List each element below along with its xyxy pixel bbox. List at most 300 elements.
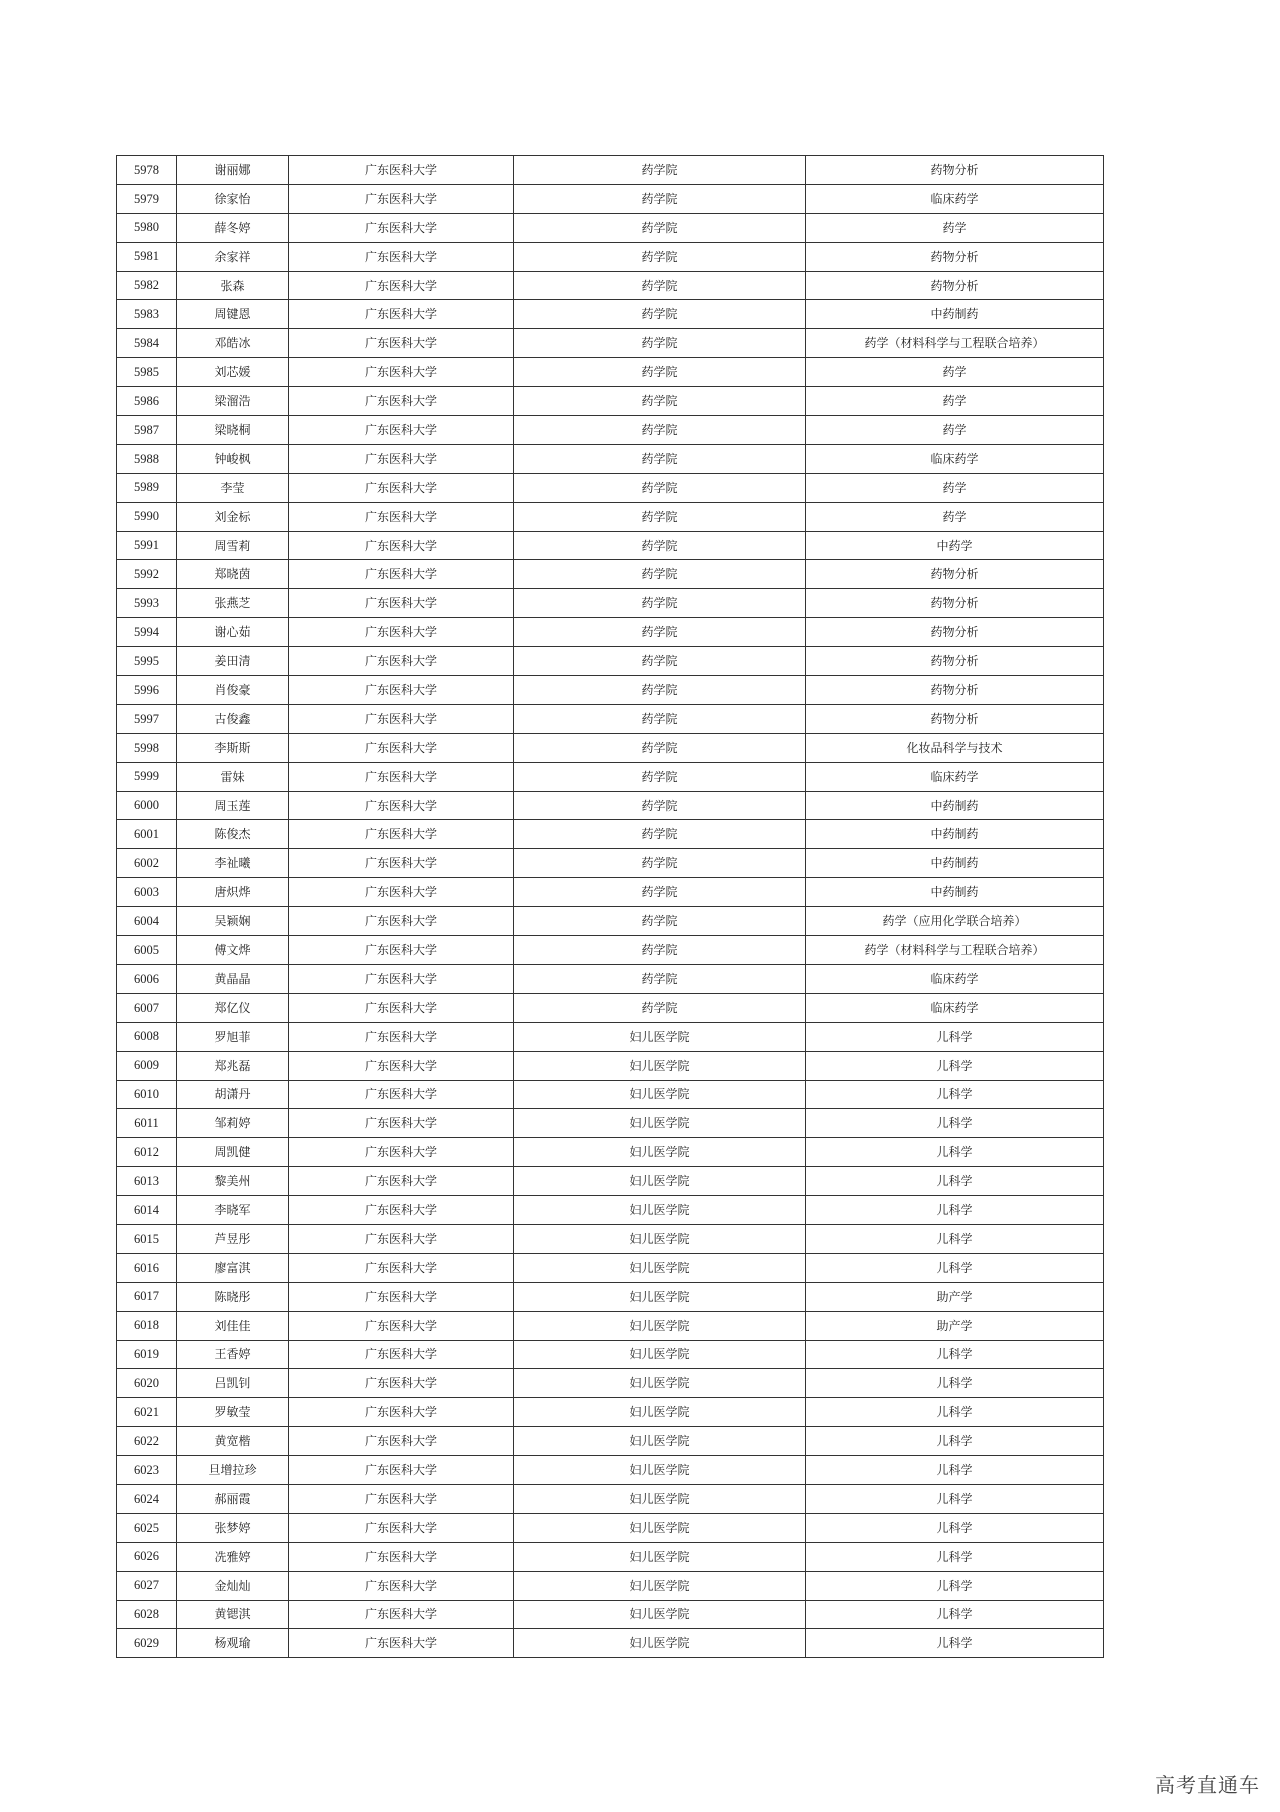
student-name-cell: 雷妹 xyxy=(177,762,289,791)
row-number-cell: 6008 xyxy=(117,1022,177,1051)
table-row xyxy=(117,878,1104,907)
row-number-cell: 6000 xyxy=(117,791,177,820)
school-cell: 药学院 xyxy=(514,820,806,849)
table-row xyxy=(117,936,1104,965)
university-cell: 广东医科大学 xyxy=(289,1080,514,1109)
university-cell: 广东医科大学 xyxy=(289,676,514,705)
row-number-cell: 5980 xyxy=(117,213,177,242)
university-cell: 广东医科大学 xyxy=(289,589,514,618)
school-cell: 妇儿医学院 xyxy=(514,1282,806,1311)
table-row xyxy=(117,156,1104,185)
major-cell: 中药学 xyxy=(806,531,1104,560)
row-number-cell: 6011 xyxy=(117,1109,177,1138)
row-number-cell: 6012 xyxy=(117,1138,177,1167)
university-cell: 广东医科大学 xyxy=(289,1369,514,1398)
student-name-cell: 周雪莉 xyxy=(177,531,289,560)
table-row xyxy=(117,502,1104,531)
major-cell: 药学 xyxy=(806,358,1104,387)
school-cell: 妇儿医学院 xyxy=(514,1051,806,1080)
major-cell: 药物分析 xyxy=(806,704,1104,733)
university-cell: 广东医科大学 xyxy=(289,444,514,473)
university-cell: 广东医科大学 xyxy=(289,329,514,358)
major-cell: 儿科学 xyxy=(806,1167,1104,1196)
table-row xyxy=(117,1456,1104,1485)
row-number-cell: 5981 xyxy=(117,242,177,271)
major-cell: 药学 xyxy=(806,502,1104,531)
school-cell: 妇儿医学院 xyxy=(514,1513,806,1542)
school-cell: 药学院 xyxy=(514,213,806,242)
university-cell: 广东医科大学 xyxy=(289,849,514,878)
student-name-cell: 梁晓桐 xyxy=(177,416,289,445)
school-cell: 妇儿医学院 xyxy=(514,1224,806,1253)
row-number-cell: 5997 xyxy=(117,704,177,733)
student-name-cell: 刘金标 xyxy=(177,502,289,531)
student-name-cell: 邓皓冰 xyxy=(177,329,289,358)
student-name-cell: 古俊鑫 xyxy=(177,704,289,733)
school-cell: 药学院 xyxy=(514,993,806,1022)
table-row xyxy=(117,1398,1104,1427)
table-row xyxy=(117,1369,1104,1398)
university-cell: 广东医科大学 xyxy=(289,1456,514,1485)
table-row xyxy=(117,444,1104,473)
student-name-cell: 黄锶淇 xyxy=(177,1600,289,1629)
university-cell: 广东医科大学 xyxy=(289,762,514,791)
major-cell: 儿科学 xyxy=(806,1369,1104,1398)
row-number-cell: 6009 xyxy=(117,1051,177,1080)
major-cell: 助产学 xyxy=(806,1282,1104,1311)
table-row xyxy=(117,1196,1104,1225)
school-cell: 药学院 xyxy=(514,647,806,676)
school-cell: 妇儿医学院 xyxy=(514,1138,806,1167)
school-cell: 药学院 xyxy=(514,964,806,993)
row-number-cell: 5986 xyxy=(117,387,177,416)
school-cell: 妇儿医学院 xyxy=(514,1484,806,1513)
row-number-cell: 6022 xyxy=(117,1427,177,1456)
student-name-cell: 刘芯媛 xyxy=(177,358,289,387)
row-number-cell: 5987 xyxy=(117,416,177,445)
table-row xyxy=(117,1340,1104,1369)
school-cell: 药学院 xyxy=(514,184,806,213)
row-number-cell: 6026 xyxy=(117,1542,177,1571)
major-cell: 儿科学 xyxy=(806,1456,1104,1485)
school-cell: 药学院 xyxy=(514,502,806,531)
student-name-cell: 刘佳佳 xyxy=(177,1311,289,1340)
school-cell: 药学院 xyxy=(514,676,806,705)
row-number-cell: 6023 xyxy=(117,1456,177,1485)
row-number-cell: 5996 xyxy=(117,676,177,705)
major-cell: 临床药学 xyxy=(806,964,1104,993)
student-name-cell: 黎美州 xyxy=(177,1167,289,1196)
major-cell: 儿科学 xyxy=(806,1224,1104,1253)
table-row xyxy=(117,531,1104,560)
university-cell: 广东医科大学 xyxy=(289,300,514,329)
major-cell: 儿科学 xyxy=(806,1340,1104,1369)
student-name-cell: 郑亿仪 xyxy=(177,993,289,1022)
student-name-cell: 吴颖娴 xyxy=(177,907,289,936)
school-cell: 药学院 xyxy=(514,473,806,502)
row-number-cell: 6020 xyxy=(117,1369,177,1398)
school-cell: 药学院 xyxy=(514,589,806,618)
row-number-cell: 5985 xyxy=(117,358,177,387)
major-cell: 药物分析 xyxy=(806,618,1104,647)
major-cell: 临床药学 xyxy=(806,444,1104,473)
table-row xyxy=(117,1427,1104,1456)
university-cell: 广东医科大学 xyxy=(289,184,514,213)
row-number-cell: 5991 xyxy=(117,531,177,560)
major-cell: 儿科学 xyxy=(806,1571,1104,1600)
table-row xyxy=(117,1484,1104,1513)
row-number-cell: 6010 xyxy=(117,1080,177,1109)
major-cell: 儿科学 xyxy=(806,1138,1104,1167)
row-number-cell: 5992 xyxy=(117,560,177,589)
major-cell: 药物分析 xyxy=(806,589,1104,618)
table-row xyxy=(117,1022,1104,1051)
student-name-cell: 张燕芝 xyxy=(177,589,289,618)
row-number-cell: 6001 xyxy=(117,820,177,849)
student-name-cell: 郑晓茵 xyxy=(177,560,289,589)
school-cell: 妇儿医学院 xyxy=(514,1311,806,1340)
major-cell: 儿科学 xyxy=(806,1427,1104,1456)
row-number-cell: 6006 xyxy=(117,964,177,993)
table-row xyxy=(117,358,1104,387)
student-name-cell: 王香婷 xyxy=(177,1340,289,1369)
table-row xyxy=(117,589,1104,618)
university-cell: 广东医科大学 xyxy=(289,242,514,271)
student-name-cell: 冼雅婷 xyxy=(177,1542,289,1571)
university-cell: 广东医科大学 xyxy=(289,993,514,1022)
university-cell: 广东医科大学 xyxy=(289,416,514,445)
table-row xyxy=(117,704,1104,733)
row-number-cell: 5998 xyxy=(117,733,177,762)
row-number-cell: 5983 xyxy=(117,300,177,329)
table-row xyxy=(117,964,1104,993)
university-cell: 广东医科大学 xyxy=(289,1340,514,1369)
university-cell: 广东医科大学 xyxy=(289,271,514,300)
row-number-cell: 6019 xyxy=(117,1340,177,1369)
row-number-cell: 6027 xyxy=(117,1571,177,1600)
student-name-cell: 杨观瑜 xyxy=(177,1629,289,1658)
student-name-cell: 邹莉婷 xyxy=(177,1109,289,1138)
student-name-cell: 金灿灿 xyxy=(177,1571,289,1600)
student-name-cell: 李斯斯 xyxy=(177,733,289,762)
row-number-cell: 6002 xyxy=(117,849,177,878)
student-name-cell: 徐家怡 xyxy=(177,184,289,213)
school-cell: 药学院 xyxy=(514,444,806,473)
student-name-cell: 陈俊杰 xyxy=(177,820,289,849)
university-cell: 广东医科大学 xyxy=(289,473,514,502)
table-row xyxy=(117,1138,1104,1167)
student-name-cell: 周键恩 xyxy=(177,300,289,329)
school-cell: 妇儿医学院 xyxy=(514,1369,806,1398)
student-name-cell: 李祉曦 xyxy=(177,849,289,878)
major-cell: 药学（材料科学与工程联合培养） xyxy=(806,329,1104,358)
university-cell: 广东医科大学 xyxy=(289,1253,514,1282)
student-name-cell: 周玉莲 xyxy=(177,791,289,820)
row-number-cell: 6013 xyxy=(117,1167,177,1196)
table-row xyxy=(117,618,1104,647)
major-cell: 药学（应用化学联合培养） xyxy=(806,907,1104,936)
school-cell: 药学院 xyxy=(514,878,806,907)
student-name-cell: 黄宽楷 xyxy=(177,1427,289,1456)
university-cell: 广东医科大学 xyxy=(289,502,514,531)
school-cell: 妇儿医学院 xyxy=(514,1167,806,1196)
school-cell: 药学院 xyxy=(514,791,806,820)
school-cell: 药学院 xyxy=(514,618,806,647)
school-cell: 妇儿医学院 xyxy=(514,1542,806,1571)
major-cell: 儿科学 xyxy=(806,1513,1104,1542)
row-number-cell: 5999 xyxy=(117,762,177,791)
university-cell: 广东医科大学 xyxy=(289,1282,514,1311)
school-cell: 药学院 xyxy=(514,936,806,965)
student-name-cell: 李莹 xyxy=(177,473,289,502)
school-cell: 妇儿医学院 xyxy=(514,1022,806,1051)
university-cell: 广东医科大学 xyxy=(289,936,514,965)
university-cell: 广东医科大学 xyxy=(289,1600,514,1629)
row-number-cell: 6017 xyxy=(117,1282,177,1311)
student-name-cell: 罗旭菲 xyxy=(177,1022,289,1051)
university-cell: 广东医科大学 xyxy=(289,1109,514,1138)
university-cell: 广东医科大学 xyxy=(289,387,514,416)
major-cell: 儿科学 xyxy=(806,1253,1104,1282)
university-cell: 广东医科大学 xyxy=(289,1196,514,1225)
university-cell: 广东医科大学 xyxy=(289,878,514,907)
table-row xyxy=(117,1282,1104,1311)
school-cell: 药学院 xyxy=(514,733,806,762)
school-cell: 妇儿医学院 xyxy=(514,1196,806,1225)
student-name-cell: 郝丽霞 xyxy=(177,1484,289,1513)
university-cell: 广东医科大学 xyxy=(289,1398,514,1427)
row-number-cell: 5993 xyxy=(117,589,177,618)
table-row xyxy=(117,647,1104,676)
table-row xyxy=(117,676,1104,705)
university-cell: 广东医科大学 xyxy=(289,213,514,242)
university-cell: 广东医科大学 xyxy=(289,1022,514,1051)
table-row xyxy=(117,907,1104,936)
row-number-cell: 6004 xyxy=(117,907,177,936)
major-cell: 中药制药 xyxy=(806,849,1104,878)
row-number-cell: 5978 xyxy=(117,156,177,185)
school-cell: 药学院 xyxy=(514,271,806,300)
university-cell: 广东医科大学 xyxy=(289,820,514,849)
student-name-cell: 张森 xyxy=(177,271,289,300)
row-number-cell: 5995 xyxy=(117,647,177,676)
row-number-cell: 5989 xyxy=(117,473,177,502)
table-row xyxy=(117,300,1104,329)
student-name-cell: 廖富淇 xyxy=(177,1253,289,1282)
table-row xyxy=(117,993,1104,1022)
university-cell: 广东医科大学 xyxy=(289,1427,514,1456)
table-row xyxy=(117,473,1104,502)
university-cell: 广东医科大学 xyxy=(289,1513,514,1542)
student-name-cell: 吕凯钊 xyxy=(177,1369,289,1398)
major-cell: 儿科学 xyxy=(806,1022,1104,1051)
table-row xyxy=(117,184,1104,213)
row-number-cell: 5984 xyxy=(117,329,177,358)
school-cell: 药学院 xyxy=(514,560,806,589)
major-cell: 药物分析 xyxy=(806,560,1104,589)
school-cell: 妇儿医学院 xyxy=(514,1109,806,1138)
school-cell: 药学院 xyxy=(514,531,806,560)
university-cell: 广东医科大学 xyxy=(289,1311,514,1340)
university-cell: 广东医科大学 xyxy=(289,1484,514,1513)
table-row xyxy=(117,791,1104,820)
school-cell: 药学院 xyxy=(514,387,806,416)
roster-table xyxy=(116,155,1104,1658)
major-cell: 药物分析 xyxy=(806,676,1104,705)
table-row xyxy=(117,1542,1104,1571)
table-row xyxy=(117,1109,1104,1138)
school-cell: 妇儿医学院 xyxy=(514,1080,806,1109)
table-row xyxy=(117,560,1104,589)
major-cell: 儿科学 xyxy=(806,1629,1104,1658)
row-number-cell: 6016 xyxy=(117,1253,177,1282)
row-number-cell: 6007 xyxy=(117,993,177,1022)
watermark-text: 高考直通车 xyxy=(1155,1773,1260,1797)
row-number-cell: 6028 xyxy=(117,1600,177,1629)
major-cell: 药学 xyxy=(806,213,1104,242)
school-cell: 药学院 xyxy=(514,416,806,445)
table-row xyxy=(117,820,1104,849)
school-cell: 药学院 xyxy=(514,762,806,791)
student-name-cell: 谢心茹 xyxy=(177,618,289,647)
table-row xyxy=(117,1253,1104,1282)
table-row xyxy=(117,1167,1104,1196)
table-row xyxy=(117,1051,1104,1080)
major-cell: 中药制药 xyxy=(806,300,1104,329)
school-cell: 药学院 xyxy=(514,704,806,733)
major-cell: 儿科学 xyxy=(806,1051,1104,1080)
student-name-cell: 胡潇丹 xyxy=(177,1080,289,1109)
row-number-cell: 6025 xyxy=(117,1513,177,1542)
school-cell: 妇儿医学院 xyxy=(514,1398,806,1427)
table-row xyxy=(117,1311,1104,1340)
student-name-cell: 谢丽娜 xyxy=(177,156,289,185)
major-cell: 助产学 xyxy=(806,1311,1104,1340)
major-cell: 儿科学 xyxy=(806,1196,1104,1225)
university-cell: 广东医科大学 xyxy=(289,560,514,589)
university-cell: 广东医科大学 xyxy=(289,1571,514,1600)
school-cell: 妇儿医学院 xyxy=(514,1427,806,1456)
school-cell: 药学院 xyxy=(514,156,806,185)
student-name-cell: 黄晶晶 xyxy=(177,964,289,993)
student-name-cell: 唐炽烨 xyxy=(177,878,289,907)
student-name-cell: 李晓军 xyxy=(177,1196,289,1225)
major-cell: 儿科学 xyxy=(806,1542,1104,1571)
major-cell: 药物分析 xyxy=(806,156,1104,185)
university-cell: 广东医科大学 xyxy=(289,1138,514,1167)
table-row xyxy=(117,762,1104,791)
school-cell: 妇儿医学院 xyxy=(514,1456,806,1485)
university-cell: 广东医科大学 xyxy=(289,1224,514,1253)
row-number-cell: 6024 xyxy=(117,1484,177,1513)
student-name-cell: 傅文烨 xyxy=(177,936,289,965)
university-cell: 广东医科大学 xyxy=(289,907,514,936)
university-cell: 广东医科大学 xyxy=(289,1051,514,1080)
school-cell: 药学院 xyxy=(514,907,806,936)
school-cell: 妇儿医学院 xyxy=(514,1629,806,1658)
student-name-cell: 罗敏莹 xyxy=(177,1398,289,1427)
table-row xyxy=(117,1600,1104,1629)
major-cell: 儿科学 xyxy=(806,1398,1104,1427)
row-number-cell: 5994 xyxy=(117,618,177,647)
roster-table-body xyxy=(117,156,1104,1658)
table-row xyxy=(117,329,1104,358)
student-name-cell: 郑兆磊 xyxy=(177,1051,289,1080)
university-cell: 广东医科大学 xyxy=(289,704,514,733)
major-cell: 中药制药 xyxy=(806,791,1104,820)
school-cell: 药学院 xyxy=(514,358,806,387)
school-cell: 妇儿医学院 xyxy=(514,1600,806,1629)
major-cell: 药物分析 xyxy=(806,647,1104,676)
student-name-cell: 薛冬婷 xyxy=(177,213,289,242)
school-cell: 妇儿医学院 xyxy=(514,1253,806,1282)
row-number-cell: 5988 xyxy=(117,444,177,473)
table-row xyxy=(117,849,1104,878)
major-cell: 药学 xyxy=(806,473,1104,502)
row-number-cell: 5982 xyxy=(117,271,177,300)
university-cell: 广东医科大学 xyxy=(289,156,514,185)
row-number-cell: 6005 xyxy=(117,936,177,965)
table-row xyxy=(117,416,1104,445)
row-number-cell: 5990 xyxy=(117,502,177,531)
school-cell: 妇儿医学院 xyxy=(514,1340,806,1369)
student-name-cell: 肖俊豪 xyxy=(177,676,289,705)
student-name-cell: 旦增拉珍 xyxy=(177,1456,289,1485)
row-number-cell: 6021 xyxy=(117,1398,177,1427)
university-cell: 广东医科大学 xyxy=(289,618,514,647)
major-cell: 药物分析 xyxy=(806,242,1104,271)
major-cell: 临床药学 xyxy=(806,993,1104,1022)
major-cell: 儿科学 xyxy=(806,1600,1104,1629)
student-name-cell: 张梦婷 xyxy=(177,1513,289,1542)
table-row xyxy=(117,387,1104,416)
table-row xyxy=(117,242,1104,271)
row-number-cell: 6015 xyxy=(117,1224,177,1253)
major-cell: 儿科学 xyxy=(806,1109,1104,1138)
table-row xyxy=(117,1513,1104,1542)
university-cell: 广东医科大学 xyxy=(289,531,514,560)
major-cell: 中药制药 xyxy=(806,878,1104,907)
row-number-cell: 5979 xyxy=(117,184,177,213)
university-cell: 广东医科大学 xyxy=(289,1542,514,1571)
row-number-cell: 6029 xyxy=(117,1629,177,1658)
major-cell: 药学 xyxy=(806,416,1104,445)
student-name-cell: 陈晓彤 xyxy=(177,1282,289,1311)
student-name-cell: 钟峻枫 xyxy=(177,444,289,473)
student-name-cell: 周凯健 xyxy=(177,1138,289,1167)
table-row xyxy=(117,1571,1104,1600)
major-cell: 药学（材料科学与工程联合培养） xyxy=(806,936,1104,965)
row-number-cell: 6014 xyxy=(117,1196,177,1225)
major-cell: 化妆品科学与技术 xyxy=(806,733,1104,762)
university-cell: 广东医科大学 xyxy=(289,791,514,820)
student-name-cell: 梁溜浩 xyxy=(177,387,289,416)
table-row xyxy=(117,213,1104,242)
major-cell: 临床药学 xyxy=(806,762,1104,791)
school-cell: 药学院 xyxy=(514,849,806,878)
major-cell: 儿科学 xyxy=(806,1080,1104,1109)
major-cell: 药物分析 xyxy=(806,271,1104,300)
university-cell: 广东医科大学 xyxy=(289,1629,514,1658)
table-row xyxy=(117,733,1104,762)
major-cell: 药学 xyxy=(806,387,1104,416)
table-row xyxy=(117,1080,1104,1109)
university-cell: 广东医科大学 xyxy=(289,358,514,387)
university-cell: 广东医科大学 xyxy=(289,647,514,676)
school-cell: 药学院 xyxy=(514,329,806,358)
student-name-cell: 姜田清 xyxy=(177,647,289,676)
student-name-cell: 余家祥 xyxy=(177,242,289,271)
